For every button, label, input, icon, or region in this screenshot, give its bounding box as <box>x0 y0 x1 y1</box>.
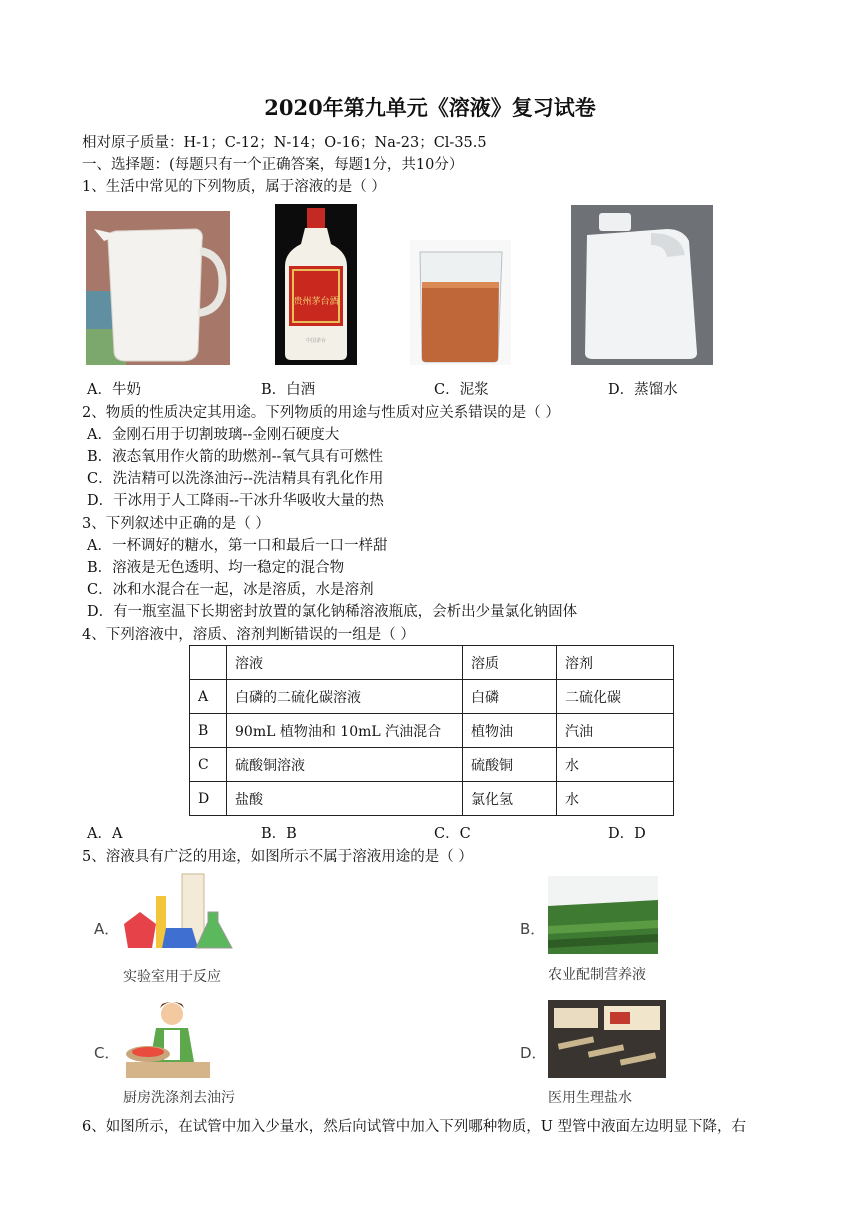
q1-option-d[interactable]: D．蒸馏水 <box>608 382 678 398</box>
page-title: 2020年第九单元《溶液》复习试卷 <box>264 95 596 120</box>
table-cell: 氯化氢 <box>463 782 557 816</box>
table-cell: 白磷 <box>463 680 557 714</box>
q3-option-d[interactable]: D．有一瓶室温下长期密封放置的氯化钠稀溶液瓶底，会析出少量氯化钠固体 <box>87 604 578 620</box>
q5-stem: 5、溶液具有广泛的用途，如图所示不属于溶液用途的是（ ） <box>82 849 473 865</box>
q4-option-b[interactable]: B．B <box>261 826 297 842</box>
q2-option-c[interactable]: C．洗洁精可以洗涤油污--洗洁精具有乳化作用 <box>87 471 384 487</box>
table-cell: 植物油 <box>463 714 557 748</box>
q5-a-caption: 实验室用于反应 <box>123 969 221 985</box>
table-row <box>190 748 674 782</box>
table-cell: 溶液 <box>227 646 463 680</box>
q4-stem: 4、下列溶液中，溶质、溶剂判断错误的一组是（ ） <box>82 627 415 643</box>
q4-option-c[interactable]: C．C <box>434 826 471 842</box>
table-cell <box>190 646 227 680</box>
table-header-row <box>190 646 674 680</box>
q3-option-a[interactable]: A．一杯调好的糖水，第一口和最后一口一样甜 <box>87 538 388 554</box>
bottle-label-text: 贵州茅台酒 <box>293 297 339 307</box>
q2-option-b[interactable]: B．液态氧用作火箭的助燃剂--氧气具有可燃性 <box>87 449 383 465</box>
q1-option-c[interactable]: C．泥浆 <box>434 382 489 398</box>
table-cell: D <box>190 782 227 816</box>
lab-glassware-image <box>120 872 245 956</box>
q4-table <box>189 645 674 816</box>
kitchen-washing-image <box>122 998 214 1080</box>
q3-option-b[interactable]: B．溶液是无色透明、均一稳定的混合物 <box>87 560 345 576</box>
q1-option-b[interactable]: B．白酒 <box>261 382 316 398</box>
table-row <box>190 680 674 714</box>
saline-ampoules-image <box>548 1000 666 1078</box>
q5-d-caption: 医用生理盐水 <box>548 1090 632 1106</box>
water-jerrycan-image <box>571 205 713 365</box>
table-cell: 水 <box>557 748 674 782</box>
table-cell: 溶剂 <box>557 646 674 680</box>
q5-c-letter[interactable]: C． <box>94 1044 120 1062</box>
q3-option-c[interactable]: C．冰和水混合在一起，冰是溶质，水是溶剂 <box>87 582 374 598</box>
q5-b-caption: 农业配制营养液 <box>548 967 646 983</box>
q1-option-a[interactable]: A．牛奶 <box>87 382 141 398</box>
table-row <box>190 714 674 748</box>
table-row <box>190 782 674 816</box>
q4-option-a[interactable]: A．A <box>87 826 123 842</box>
table-cell: 硫酸铜溶液 <box>227 748 463 782</box>
q6-stem: 6、如图所示，在试管中加入少量水，然后向试管中加入下列哪种物质，U 型管中液面左边明显下降，右 <box>82 1119 747 1135</box>
q5-b-letter[interactable]: B． <box>520 920 546 938</box>
table-cell: 盐酸 <box>227 782 463 816</box>
mud-beaker-image <box>410 240 511 365</box>
q5-c-caption: 厨房洗涤剂去油污 <box>123 1090 235 1106</box>
bottle-small-text: 中国茅台 <box>305 338 327 344</box>
q5-d-letter[interactable]: D． <box>520 1044 547 1062</box>
table-cell: C <box>190 748 227 782</box>
q2-option-a[interactable]: A．金刚石用于切割玻璃--金刚石硬度大 <box>87 427 340 443</box>
table-cell: 溶质 <box>463 646 557 680</box>
table-cell: 90mL 植物油和 10mL 汽油混合 <box>227 714 463 748</box>
table-cell: 二硫化碳 <box>557 680 674 714</box>
milk-jug-image <box>86 211 230 365</box>
greenhouse-image <box>548 876 658 954</box>
q5-a-letter[interactable]: A． <box>94 920 120 938</box>
q3-stem: 3、下列叙述中正确的是（ ） <box>82 516 270 532</box>
atomic-mass-note: 相对原子质量：H-1；C-12；N-14；O-16；Na-23；Cl-35.5 <box>82 135 487 151</box>
table-cell: 水 <box>557 782 674 816</box>
q2-stem: 2、物质的性质决定其用途。下列物质的用途与性质对应关系错误的是（ ） <box>82 405 560 421</box>
table-cell: B <box>190 714 227 748</box>
q2-option-d[interactable]: D．干冰用于人工降雨--干冰升华吸收大量的热 <box>87 493 384 509</box>
table-cell: A <box>190 680 227 714</box>
table-cell: 汽油 <box>557 714 674 748</box>
section-heading: 一、选择题：(每题只有一个正确答案，每题1分，共10分） <box>82 157 464 173</box>
table-cell: 白磷的二硫化碳溶液 <box>227 680 463 714</box>
q1-stem: 1、生活中常见的下列物质，属于溶液的是（ ） <box>82 179 386 195</box>
table-cell: 硫酸铜 <box>463 748 557 782</box>
baijiu-bottle-image <box>275 204 357 365</box>
q4-option-d[interactable]: D．D <box>608 826 646 842</box>
